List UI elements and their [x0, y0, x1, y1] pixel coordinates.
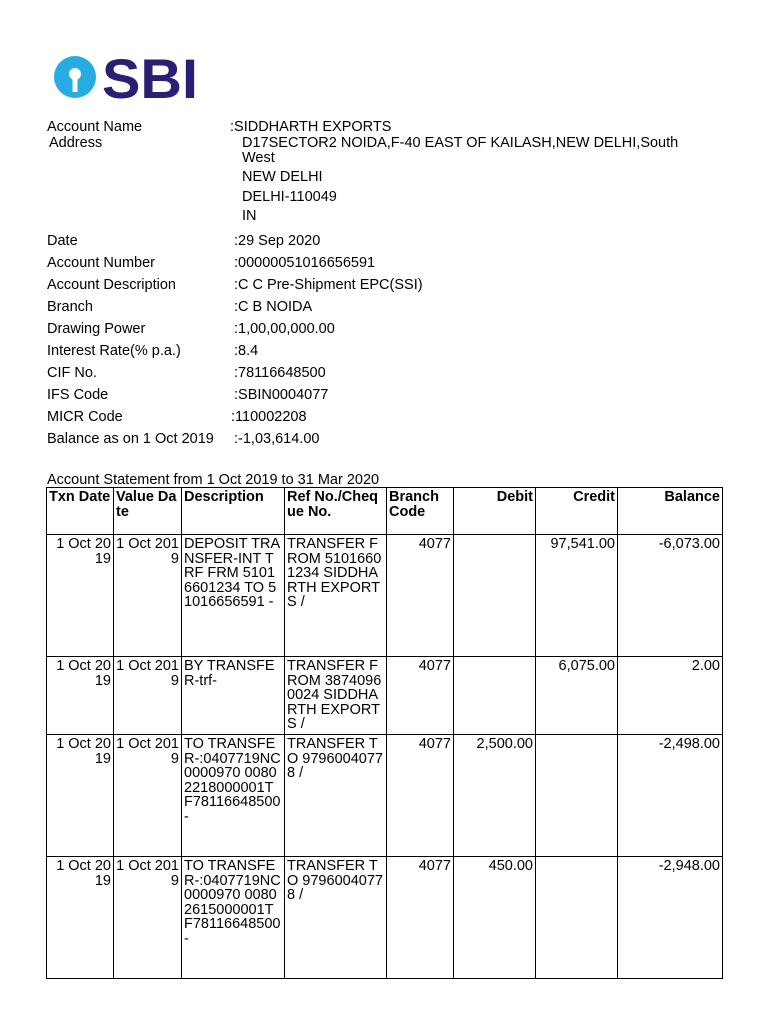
statement-title: Account Statement from 1 Oct 2019 to 31 Mar 2020: [47, 472, 380, 488]
header-ref: Ref No./Cheque No.: [285, 488, 387, 535]
description-cell: BY TRANSFER-trf-: [182, 657, 285, 735]
balance-cell: 2.00: [618, 657, 723, 735]
sbi-logo: [54, 50, 204, 104]
txn-date-cell: 1 Oct 2019: [47, 735, 114, 857]
account-description-value: :C C Pre-Shipment EPC(SSI): [234, 277, 423, 293]
description-cell: TO TRANSFER-:0407719NC0000970 00802615000001TF78116648500-: [182, 857, 285, 979]
ref-cell: TRANSFER FROM 51016601234 SIDDHARTH EXPORTS /: [285, 535, 387, 657]
value-date-cell: 1 Oct 2019: [114, 657, 182, 735]
branch-value: :C B NOIDA: [234, 299, 313, 315]
value-date-cell: 1 Oct 2019: [114, 735, 182, 857]
credit-cell: [536, 857, 618, 979]
debit-cell: [454, 657, 536, 735]
balance-cell: -2,948.00: [618, 857, 723, 979]
balance-cell: -2,498.00: [618, 735, 723, 857]
branch-code-cell: 4077: [387, 535, 454, 657]
statement-table: [46, 487, 723, 979]
branch-code-cell: 4077: [387, 735, 454, 857]
header-txn-date: Txn Date: [47, 488, 114, 535]
header-credit: Credit: [536, 488, 618, 535]
table-row: [47, 657, 723, 735]
ref-cell: TRANSFER FROM 38740960024 SIDDHARTH EXPORTS /: [285, 657, 387, 735]
address-line-2: NEW DELHI: [242, 169, 323, 185]
txn-date-cell: 1 Oct 2019: [47, 657, 114, 735]
interest-rate-value: :8.4: [234, 343, 259, 359]
account-info: [47, 118, 747, 458]
header-branch-code: Branch Code: [387, 488, 454, 535]
sbi-logo-icon: [54, 50, 204, 104]
value-date-cell: 1 Oct 2019: [114, 857, 182, 979]
interest-rate-label: Interest Rate(% p.a.): [47, 343, 181, 359]
header-description: Description: [182, 488, 285, 535]
branch-label: Branch: [47, 299, 93, 315]
debit-cell: [454, 535, 536, 657]
ifs-code-label: IFS Code: [47, 387, 109, 403]
branch-code-cell: 4077: [387, 657, 454, 735]
date-value: :29 Sep 2020: [234, 233, 321, 249]
address-line-3: DELHI-110049: [242, 189, 337, 205]
micr-code-value: :110002208: [231, 409, 307, 425]
micr-code-label: MICR Code: [47, 409, 123, 425]
cif-number-value: :78116648500: [234, 365, 326, 381]
description-cell: DEPOSIT TRANSFER-INT TRF FRM 51016601234 TO 51016656591 -: [182, 535, 285, 657]
account-number-label: Account Number: [47, 255, 155, 271]
table-row: [47, 857, 723, 979]
address-line-1b: West: [242, 150, 275, 166]
credit-cell: [536, 735, 618, 857]
address-line-4: IN: [242, 208, 257, 224]
credit-cell: 6,075.00: [536, 657, 618, 735]
account-name-value: :SIDDHARTH EXPORTS: [230, 119, 392, 135]
credit-cell: 97,541.00: [536, 535, 618, 657]
table-row: [47, 735, 723, 857]
ifs-code-value: :SBIN0004077: [234, 387, 329, 403]
opening-balance-label: Balance as on 1 Oct 2019: [47, 431, 214, 447]
header-debit: Debit: [454, 488, 536, 535]
drawing-power-value: :1,00,00,000.00: [234, 321, 335, 337]
balance-cell: -6,073.00: [618, 535, 723, 657]
account-name-label: Account Name: [47, 119, 143, 135]
opening-balance-value: :-1,03,614.00: [234, 431, 320, 447]
ref-cell: TRANSFER TO 97960040778 /: [285, 735, 387, 857]
sbi-logo-text: SBI: [102, 50, 198, 104]
header-balance: Balance: [618, 488, 723, 535]
table-row: [47, 535, 723, 657]
drawing-power-label: Drawing Power: [47, 321, 146, 337]
account-description-label: Account Description: [47, 277, 176, 293]
value-date-cell: 1 Oct 2019: [114, 535, 182, 657]
statement-header-row: [47, 488, 723, 535]
account-number-value: :00000051016656591: [234, 255, 376, 271]
header-value-date: Value Date: [114, 488, 182, 535]
debit-cell: 450.00: [454, 857, 536, 979]
txn-date-cell: 1 Oct 2019: [47, 535, 114, 657]
address-line-1a: D17SECTOR2 NOIDA,F-40 EAST OF KAILASH,NEW DELHI,South: [242, 135, 679, 151]
ref-cell: TRANSFER TO 97960040778 /: [285, 857, 387, 979]
date-label: Date: [47, 233, 78, 249]
description-cell: TO TRANSFER-:0407719NC0000970 00802218000001TF78116648500-: [182, 735, 285, 857]
txn-date-cell: 1 Oct 2019: [47, 857, 114, 979]
debit-cell: 2,500.00: [454, 735, 536, 857]
cif-number-label: CIF No.: [47, 365, 97, 381]
address-label: Address: [49, 135, 103, 151]
branch-code-cell: 4077: [387, 857, 454, 979]
